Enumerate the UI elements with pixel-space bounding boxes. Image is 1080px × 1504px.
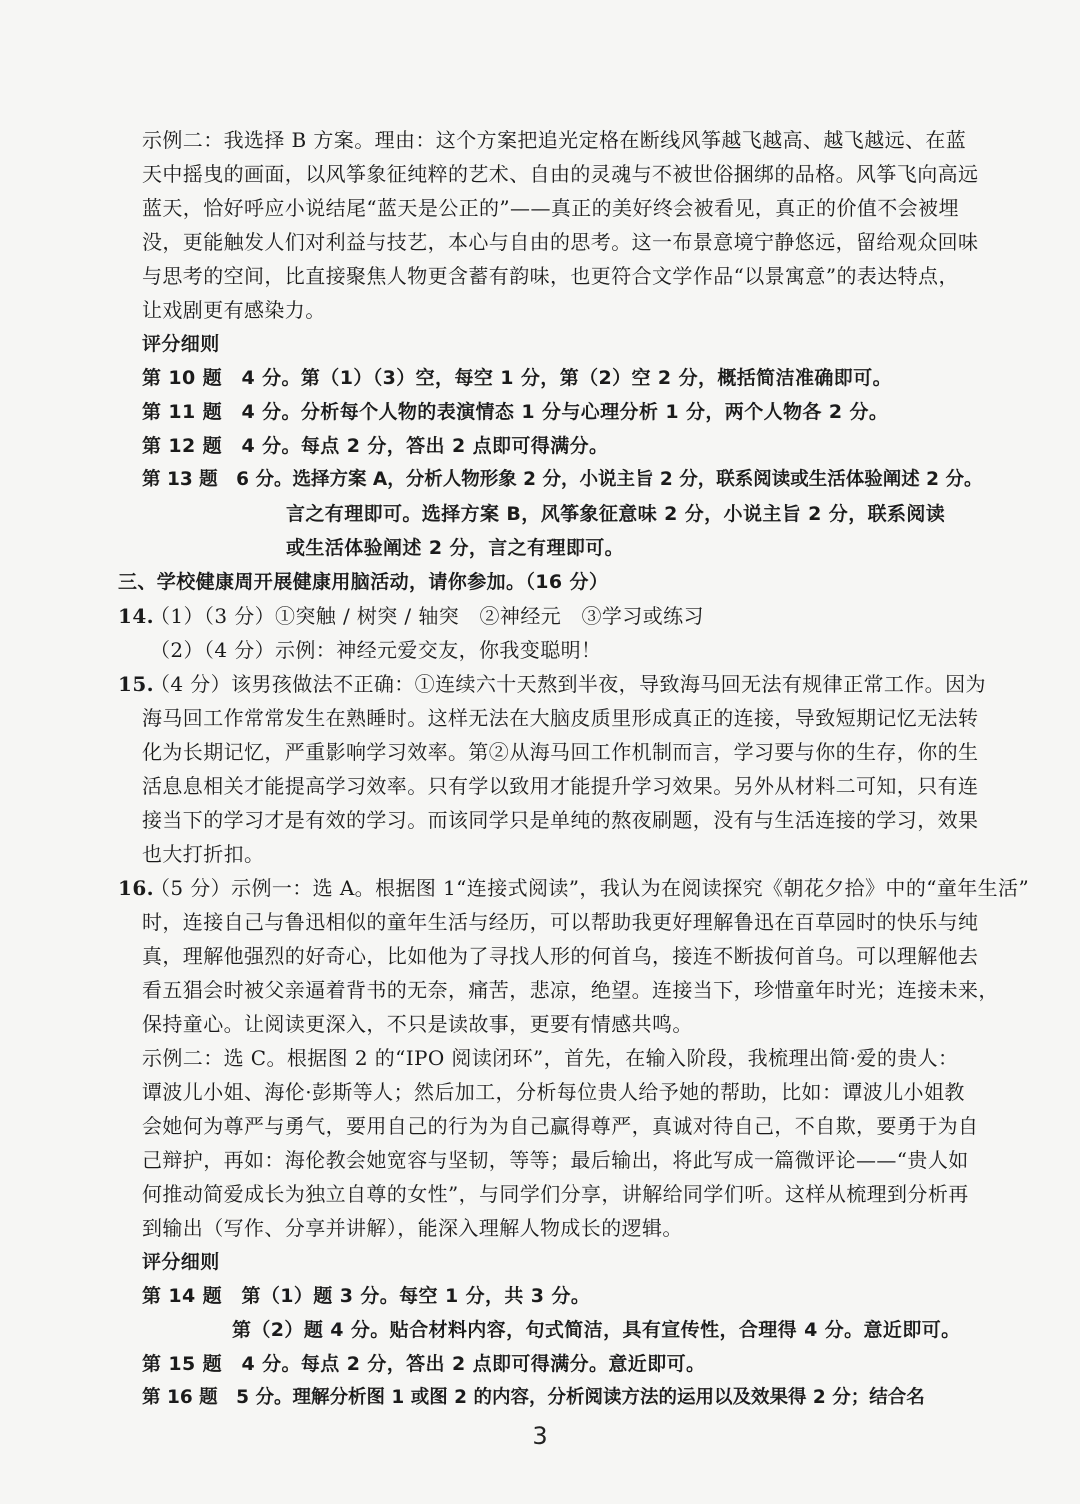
page-number: 3 [532,1422,548,1450]
q16-line-10: 何推动简爱成长为独立自尊的女性”，与同学们分享，讲解给同学们听。这样从梳理到分析再 [142,1182,969,1206]
q14-number: 14. [118,604,154,628]
scoring-q13-line-3: 或生活体验阐述 2 分，言之有理即可。 [286,537,625,559]
q16-line-4: 看五猖会时被父亲逼着背书的无奈，痛苦，悲凉，绝望。连接当下，珍惜童年时光；连接未来， [142,978,999,1002]
scoring2-q14-line-1: 第 14 题 第（1）题 3 分。每空 1 分，共 3 分。 [142,1285,591,1307]
example2-line-3: 蓝天，恰好呼应小说结尾“蓝天是公正的”——真正的美好终会被看见，真正的价值不会被埋 [142,196,959,220]
example2-line-2: 天中摇曳的画面，以风筝象征纯粹的艺术、自由的灵魂与不被世俗捆绑的品格。风筝飞向高远 [142,162,979,186]
scoring-q12: 第 12 题 4 分。每点 2 分，答出 2 点即可得满分。 [142,435,609,457]
q16-line-6: 示例二：选 C。根据图 2 的“IPO 阅读闭环”，首先，在输入阶段，我梳理出简·爱的贵人： [142,1046,959,1070]
scoring2-title: 评分细则 [142,1251,220,1273]
q16-line-5: 保持童心。让阅读更深入，不只是读故事，更要有情感共鸣。 [142,1012,693,1036]
q14-line-2: （2）（4 分）示例：神经元爱交友，你我变聪明！ [150,638,602,662]
q15-line-3: 化为长期记忆，严重影响学习效率。第②从海马回工作机制而言，学习要与你的生存，你的生 [142,740,979,764]
q15-line-5: 接当下的学习才是有效的学习。而该同学只是单纯的熬夜刷题，没有与生活连接的学习，效果 [142,808,979,832]
scoring-title: 评分细则 [142,333,220,355]
example2-line-1: 示例二：我选择 B 方案。理由：这个方案把追光定格在断线风筝越飞越高、越飞越远、在蓝 [142,128,967,152]
example2-line-4: 没，更能触发人们对利益与技艺，本心与自由的思考。这一布景意境宁静悠远，留给观众回味 [142,230,979,254]
scoring-q11: 第 11 题 4 分。分析每个人物的表演情态 1 分与心理分析 1 分，两个人物各 2 分。 [142,401,889,423]
q15-line-2: 海马回工作常常发生在熟睡时。这样无法在大脑皮质里形成真正的连接，导致短期记忆无法转 [142,706,979,730]
scoring2-q14-line-2: 第（2）题 4 分。贴合材料内容，句式简洁，具有宣传性，合理得 4 分。意近即可。 [232,1319,961,1341]
scoring-q13-line-1: 第 13 题 6 分。选择方案 A，分析人物形象 2 分，小说主旨 2 分，联系阅读或生活体验阐述 2 分。 [142,469,983,490]
q14-line-1: （1）（3 分）①突触 / 树突 / 轴突 ②神经元 ③学习或练习 [150,604,704,628]
q15-number: 15. [118,672,154,696]
q16-number: 16. [118,876,154,900]
example2-line-5: 与思考的空间，比直接聚焦人物更含蓄有韵味，也更符合文学作品“以景寓意”的表达特点， [142,264,959,288]
section-3-heading: 三、学校健康周开展健康用脑活动，请你参加。（16 分） [118,571,609,593]
scoring2-q15: 第 15 题 4 分。每点 2 分，答出 2 点即可得满分。意近即可。 [142,1353,706,1375]
scoring-q10: 第 10 题 4 分。第（1）（3）空，每空 1 分，第（2）空 2 分，概括简洁准确即可。 [142,367,892,389]
q16-line-7: 谭波儿小姐、海伦·彭斯等人；然后加工，分析每位贵人给予她的帮助，比如：谭波儿小姐教 [142,1080,965,1104]
q15-line-1: （4 分）该男孩做法不正确：①连续六十天熬到半夜，导致海马回无法有规律正常工作。因为 [150,672,986,696]
q16-line-2: 时，连接自己与鲁迅相似的童年生活与经历，可以帮助我更好理解鲁迅在百草园时的快乐与纯 [142,910,979,934]
q16-line-3: 真，理解他强烈的好奇心，比如他为了寻找人形的何首乌，接连不断拔何首乌。可以理解他去 [142,944,979,968]
q16-line-9: 己辩护，再如：海伦教会她宽容与坚韧，等等；最后输出，将此写成一篇微评论——“贵人如 [142,1148,969,1172]
scoring-q13-line-2: 言之有理即可。选择方案 B，风筝象征意味 2 分，小说主旨 2 分，联系阅读 [286,503,946,525]
scoring2-q16: 第 16 题 5 分。理解分析图 1 或图 2 的内容，分析阅读方法的运用以及效果得 2 分；结合名 [142,1387,925,1408]
example2-line-6: 让戏剧更有感染力。 [142,298,326,322]
q16-line-1: （5 分）示例一：选 A。根据图 1“连接式阅读”，我认为在阅读探究《朝花夕拾》中的“童年生活” [150,876,1030,900]
q16-line-8: 会她何为尊严与勇气，要用自己的行为为自己赢得尊严，真诚对待自己，不自欺，要勇于为自 [142,1114,979,1138]
q15-line-6: 也大打折扣。 [142,842,265,866]
q15-line-4: 活息息相关才能提高学习效率。只有学以致用才能提升学习效果。另外从材料二可知，只有连 [142,774,979,798]
q16-line-11: 到输出（写作、分享并讲解），能深入理解人物成长的逻辑。 [142,1216,683,1240]
